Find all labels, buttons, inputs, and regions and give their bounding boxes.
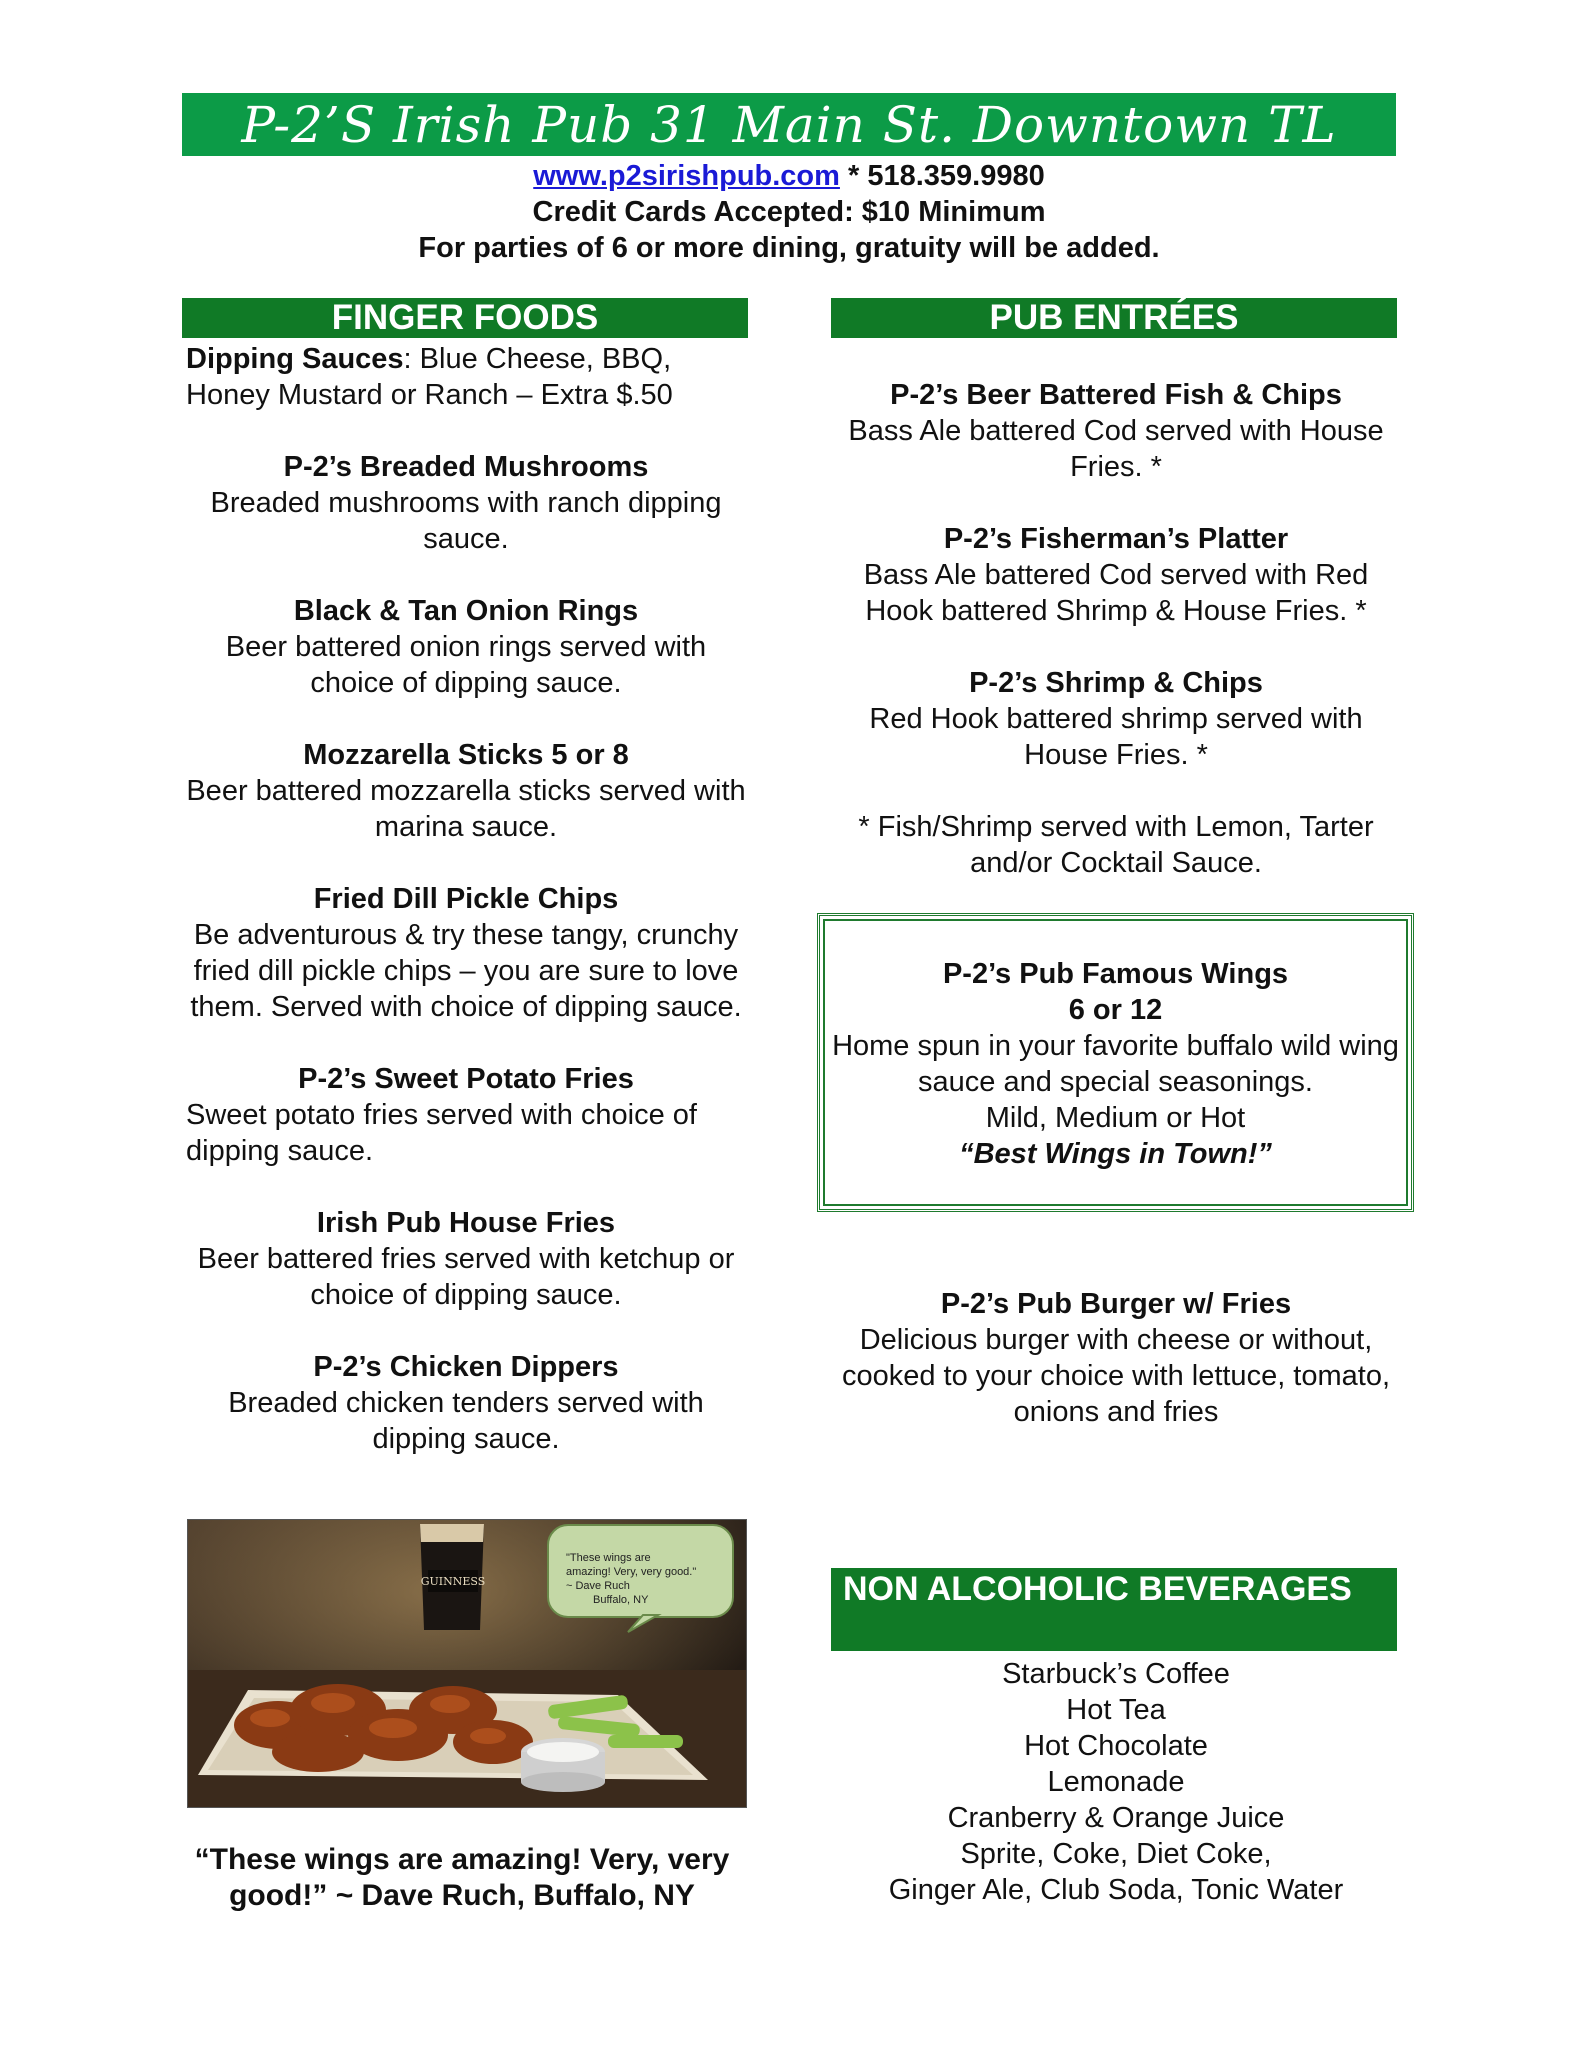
beverage-item: Hot Tea — [1066, 1694, 1166, 1726]
menu-item-name: P-2’s Breaded Mushrooms — [283, 451, 649, 483]
beverage-item: Starbuck’s Coffee — [1002, 1658, 1230, 1690]
beverage-item: Cranberry & Orange Juice — [947, 1802, 1285, 1834]
beverage-item: Hot Chocolate — [1024, 1730, 1208, 1762]
menu-item-desc: Bass Ale battered Cod served with House Fries. * — [848, 415, 1384, 483]
menu-item — [835, 521, 1397, 629]
menu-item — [186, 1205, 746, 1313]
menu-item-name: P-2’s Beer Battered Fish & Chips — [890, 379, 1342, 411]
contact-line — [182, 158, 1396, 194]
beverages-list — [835, 1656, 1397, 1908]
menu-item-name: Mozzarella Sticks 5 or 8 — [303, 739, 629, 771]
phone-number: * 518.359.9980 — [839, 160, 1045, 192]
wings-photo-illustration — [188, 1520, 746, 1807]
menu-item-desc: Breaded chicken tenders served with dipping sauce. — [228, 1387, 704, 1455]
wings-photo — [187, 1519, 747, 1808]
pub-entrees-column — [835, 377, 1397, 917]
menu-item-desc: Bass Ale battered Cod served with Red Hook battered Shrimp & House Fries. * — [863, 559, 1369, 627]
entrees-footnote: * Fish/Shrimp served with Lemon, Tarter and/or Cocktail Sauce. — [858, 811, 1374, 879]
dipping-sauces-note — [186, 341, 746, 413]
bubble-line-3: ~ Dave Ruch — [566, 1580, 630, 1592]
menu-item-name: Irish Pub House Fries — [316, 1207, 616, 1239]
menu-item — [186, 593, 746, 701]
menu-item — [835, 377, 1397, 485]
wings-tagline: “Best Wings in Town!” — [959, 1138, 1272, 1170]
menu-item-desc: Beer battered onion rings served with choice of dipping sauce. — [225, 631, 707, 699]
menu-item-name: P-2’s Chicken Dippers — [313, 1351, 619, 1383]
finger-foods-heading: FINGER FOODS — [182, 298, 748, 338]
page-title: P-2’S Irish Pub 31 Main St. Downtown TL — [241, 95, 1337, 154]
menu-item-desc: Breaded mushrooms with ranch dipping sauce. — [210, 487, 722, 555]
menu-item-desc: Be adventurous & try these tangy, crunchy fried dill pickle chips – you are sure to love them. Served with choice of dipping sauce. — [190, 919, 742, 1023]
glass-label: GUINNESS — [420, 1575, 486, 1588]
menu-item — [835, 665, 1397, 773]
menu-item-desc: Sweet potato fries served with choice of dipping sauce. — [186, 1099, 697, 1167]
menu-item-name: P-2’s Sweet Potato Fries — [298, 1063, 634, 1095]
title-banner — [182, 93, 1396, 156]
burger-name: P-2’s Pub Burger w/ Fries — [940, 1288, 1292, 1320]
credit-card-note: Credit Cards Accepted: $10 Minimum — [532, 196, 1046, 228]
testimonial-quote: “These wings are amazing! Very, very good!” ~ Dave Ruch, Buffalo, NY — [194, 1843, 730, 1912]
beverage-item: Ginger Ale, Club Soda, Tonic Water — [888, 1874, 1344, 1906]
bubble-line-1: "These wings are — [566, 1552, 651, 1564]
burger-item — [835, 1286, 1397, 1430]
dipping-sauces-label: Dipping Sauces — [186, 343, 404, 375]
finger-foods-column — [186, 341, 746, 1493]
dipping-sauces-text: : Blue Cheese, BBQ, Honey Mustard or Ranch – Extra $.50 — [186, 343, 673, 411]
wings-feature — [830, 956, 1401, 1172]
wings-size: 6 or 12 — [1068, 994, 1163, 1026]
menu-item-name: P-2’s Shrimp & Chips — [969, 667, 1263, 699]
wings-name: P-2’s Pub Famous Wings — [942, 958, 1289, 990]
menu-item — [186, 881, 746, 1025]
gratuity-note: For parties of 6 or more dining, gratuity will be added. — [418, 232, 1160, 264]
menu-item — [186, 449, 746, 557]
menu-item-name: Fried Dill Pickle Chips — [313, 883, 619, 915]
bubble-line-2: amazing! Very, very good." — [566, 1566, 697, 1578]
wings-feature-box — [817, 913, 1414, 1212]
menu-item-name: Black & Tan Onion Rings — [293, 595, 639, 627]
burger-desc: Delicious burger with cheese or without, cooked to your choice with lettuce, tomato, onions and fries — [841, 1324, 1391, 1428]
bubble-line-4: Buffalo, NY — [593, 1594, 649, 1606]
menu-item-desc: Red Hook battered shrimp served with House Fries. * — [869, 703, 1363, 771]
website-link[interactable]: www.p2sirishpub.com — [533, 160, 840, 192]
wings-desc: Home spun in your favorite buffalo wild wing sauce and special seasonings. — [832, 1030, 1399, 1098]
menu-item — [186, 737, 746, 845]
menu-item — [186, 1061, 746, 1169]
menu-item-name: P-2’s Fisherman’s Platter — [943, 523, 1289, 555]
beverage-item: Lemonade — [1047, 1766, 1185, 1798]
wings-heat: Mild, Medium or Hot — [985, 1102, 1246, 1134]
menu-item — [186, 1349, 746, 1457]
beverages-heading: NON ALCOHOLIC BEVERAGES — [831, 1568, 1397, 1651]
menu-item-desc: Beer battered mozzarella sticks served with marina sauce. — [186, 775, 746, 843]
pub-entrees-heading: PUB ENTRÉES — [831, 298, 1397, 338]
menu-item-desc: Beer battered fries served with ketchup or choice of dipping sauce. — [197, 1243, 735, 1311]
beverage-item: Sprite, Coke, Diet Coke, — [960, 1838, 1272, 1870]
